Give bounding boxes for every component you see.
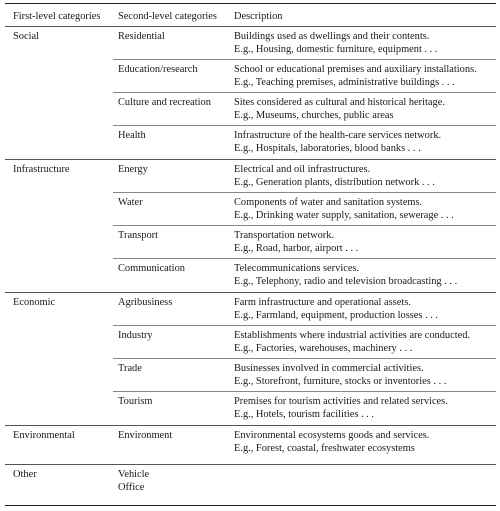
row-separator (113, 59, 496, 60)
group-separator (5, 464, 496, 465)
row-separator (113, 358, 496, 359)
second-level-item: Office (118, 482, 145, 493)
description-text: Buildings used as dwellings and their contents. (234, 31, 430, 42)
second-level-category (118, 468, 149, 494)
category-description (234, 30, 437, 56)
second-level-category: Energy (118, 164, 148, 175)
description-text: Telecommunications services. (234, 263, 360, 274)
description-text: Establishments where industrial activities are conducted. (234, 330, 471, 341)
row-separator (113, 391, 496, 392)
description-text: Infrastructure of the health-care services network. (234, 130, 442, 141)
category-description (234, 296, 438, 322)
second-level-category: Culture and recreation (118, 97, 211, 108)
description-examples: E.g., Factories, warehouses, machinery . . . (234, 343, 413, 354)
category-description (234, 262, 457, 288)
description-examples: E.g., Museums, churches, public areas (234, 110, 394, 121)
second-level-category: Education/research (118, 64, 198, 75)
description-examples: E.g., Road, harbor, airport . . . (234, 243, 359, 254)
category-description (234, 129, 441, 155)
row-separator (113, 325, 496, 326)
row-separator (113, 125, 496, 126)
description-examples: E.g., Forest, coastal, freshwater ecosystems (234, 443, 415, 454)
description-examples: E.g., Generation plants, distribution network . . . (234, 177, 435, 188)
description-text: Electrical and oil infrastructures. (234, 164, 371, 175)
category-description (234, 229, 358, 255)
row-separator (113, 192, 496, 193)
second-level-category: Health (118, 130, 146, 141)
header-rule (5, 26, 496, 27)
description-text: Sites considered as cultural and historical heritage. (234, 97, 445, 108)
bottom-rule (5, 505, 496, 506)
group-separator (5, 159, 496, 160)
description-text: Components of water and sanitation systems. (234, 197, 423, 208)
description-text: Farm infrastructure and operational assets. (234, 297, 411, 308)
description-text: School or educational premises and auxiliary installations. (234, 64, 477, 75)
description-text: Environmental ecosystems goods and services. (234, 430, 430, 441)
description-examples: E.g., Hospitals, laboratories, blood banks . . . (234, 143, 421, 154)
description-examples: E.g., Drinking water supply, sanitation, sewerage . . . (234, 210, 454, 221)
category-description (234, 395, 448, 421)
second-level-category: Environment (118, 430, 173, 441)
description-examples: E.g., Telephony, radio and television broadcasting . . . (234, 276, 458, 287)
group-separator (5, 425, 496, 426)
first-level-category: Social (13, 31, 39, 42)
category-description (234, 63, 477, 89)
row-separator (113, 225, 496, 226)
category-description (234, 163, 435, 189)
group-separator (5, 292, 496, 293)
description-text: Premises for tourism activities and related services. (234, 396, 448, 407)
description-examples: E.g., Storefront, furniture, stocks or inventories . . . (234, 376, 447, 387)
second-level-item: Vehicle (118, 469, 150, 480)
second-level-category: Transport (118, 230, 159, 241)
row-separator (113, 258, 496, 259)
category-description (234, 196, 454, 222)
first-level-category: Environmental (13, 430, 75, 441)
second-level-category: Communication (118, 263, 185, 274)
description-examples: E.g., Housing, domestic furniture, equipment . . . (234, 44, 438, 55)
category-description (234, 429, 429, 455)
second-level-category: Residential (118, 31, 165, 42)
row-separator (113, 92, 496, 93)
second-level-category: Water (118, 197, 143, 208)
first-level-category: Economic (13, 297, 56, 308)
top-rule (5, 3, 496, 4)
header-second-level: Second-level categories (118, 11, 217, 22)
first-level-category: Infrastructure (13, 164, 70, 175)
description-text: Businesses involved in commercial activities. (234, 363, 424, 374)
header-description: Description (234, 11, 283, 22)
second-level-category: Tourism (118, 396, 153, 407)
first-level-category: Other (13, 469, 37, 480)
category-description (234, 362, 446, 388)
category-description (234, 329, 470, 355)
second-level-category: Agribusiness (118, 297, 173, 308)
second-level-category: Trade (118, 363, 142, 374)
second-level-category: Industry (118, 330, 153, 341)
header-first-level: First-level categories (13, 11, 101, 22)
category-description (234, 96, 445, 122)
description-examples: E.g., Farmland, equipment, production losses . . . (234, 310, 439, 321)
description-examples: E.g., Hotels, tourism facilities . . . (234, 409, 374, 420)
description-text: Transportation network. (234, 230, 335, 241)
description-examples: E.g., Teaching premises, administrative buildings . . . (234, 77, 455, 88)
